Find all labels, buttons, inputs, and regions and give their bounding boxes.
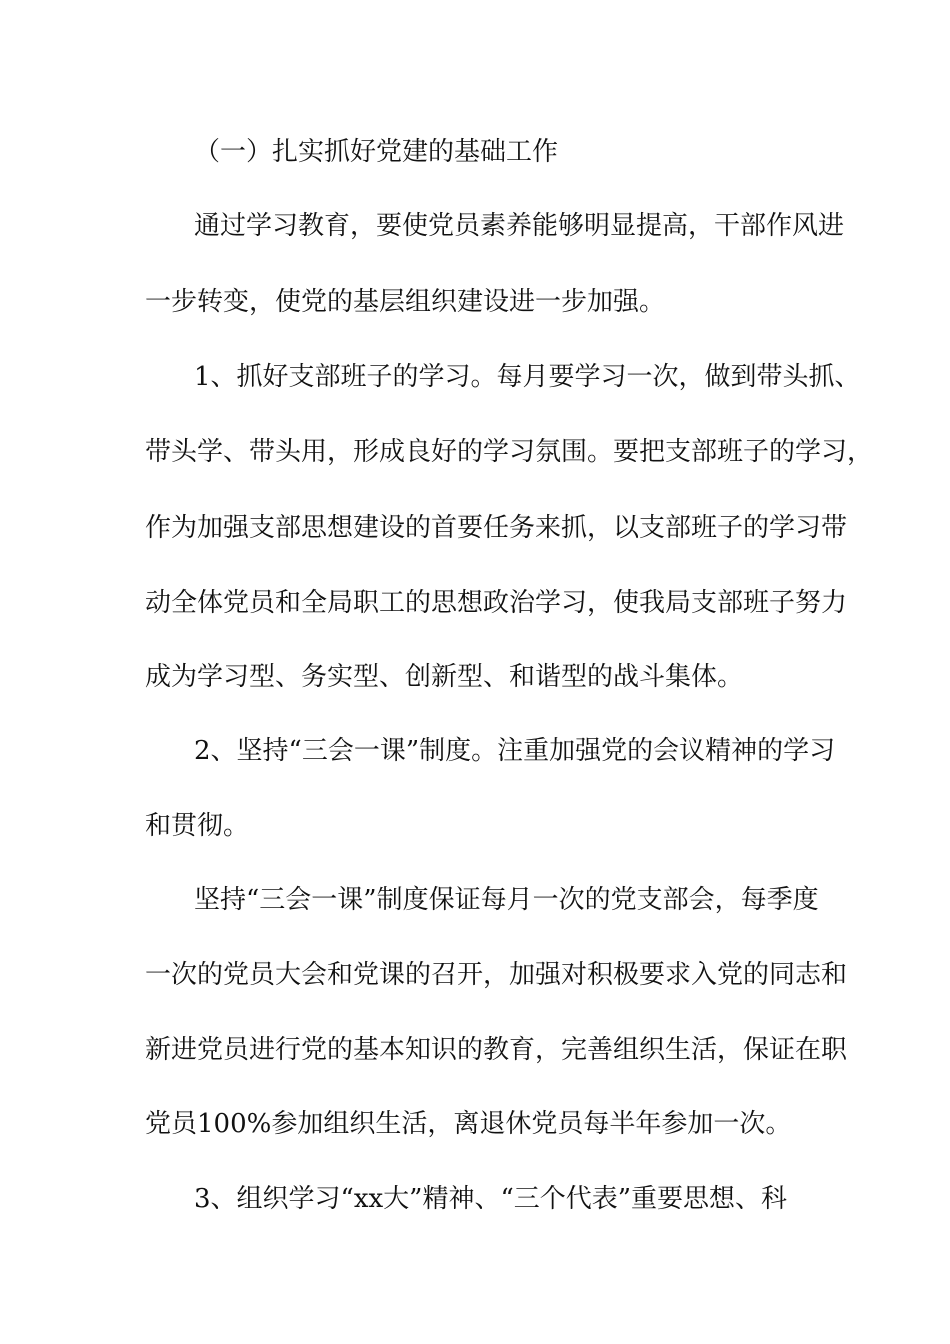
paragraph-line: 一次的党员大会和党课的召开，加强对积极要求入党的同志和: [145, 960, 848, 990]
paragraph-line: 党员100%参加组织生活，离退休党员每半年参加一次。: [145, 1109, 792, 1139]
paragraph-line: 通过学习教育，要使党员素养能够明显提高，干部作风进: [194, 211, 845, 241]
paragraph-line: 一步转变，使党的基层组织建设进一步加强。: [145, 287, 666, 317]
paragraph-line: 3、组织学习“xx大”精神、“三个代表”重要思想、科: [194, 1184, 788, 1214]
paragraph-line: 作为加强支部思想建设的首要任务来抓，以支部班子的学习带: [145, 513, 848, 543]
paragraph-line: 坚持“三会一课”制度保证每月一次的党支部会，每季度: [194, 885, 819, 915]
paragraph-line: 带头学、带头用，形成良好的学习氛围。要把支部班子的学习，: [145, 437, 874, 467]
paragraph-line: 新进党员进行党的基本知识的教育，完善组织生活，保证在职: [145, 1035, 848, 1065]
paragraph-line: 1、抓好支部班子的学习。每月要学习一次，做到带头抓、: [194, 362, 861, 392]
paragraph-line: 成为学习型、务实型、创新型、和谐型的战斗集体。: [145, 662, 744, 692]
paragraph-line: 动全体党员和全局职工的思想政治学习，使我局支部班子努力: [145, 588, 848, 618]
paragraph-line: 和贯彻。: [145, 811, 250, 841]
paragraph-line: 2、坚持“三会一课”制度。注重加强党的会议精神的学习: [194, 736, 836, 766]
section-heading: （一）扎实抓好党建的基础工作: [194, 137, 559, 167]
